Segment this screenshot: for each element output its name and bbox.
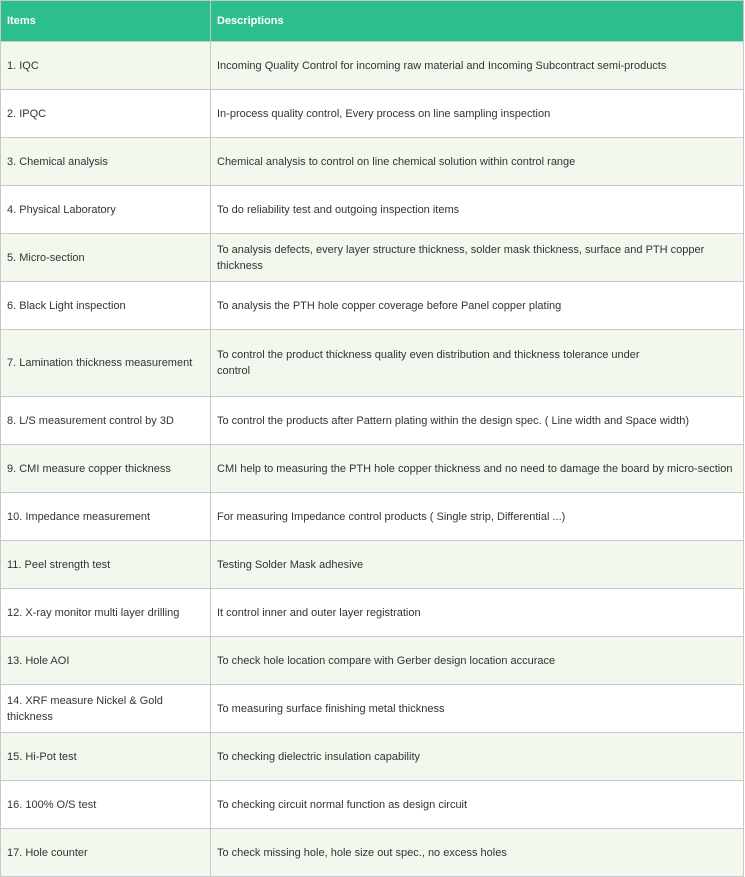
item-cell: 8. L/S measurement control by 3D — [1, 397, 211, 445]
table-row — [1, 282, 744, 330]
description-cell: Incoming Quality Control for incoming raw material and Incoming Subcontract semi-products — [211, 42, 744, 90]
description-cell: For measuring Impedance control products ( Single strip, Differential ...) — [211, 493, 744, 541]
item-cell: 10. Impedance measurement — [1, 493, 211, 541]
item-cell: 12. X-ray monitor multi layer drilling — [1, 589, 211, 637]
table-row — [1, 589, 744, 637]
item-cell: 15. Hi-Pot test — [1, 733, 211, 781]
table-row — [1, 234, 744, 282]
table-row — [1, 186, 744, 234]
description-cell: To control the products after Pattern plating within the design spec. ( Line width and Space width) — [211, 397, 744, 445]
item-cell: 14. XRF measure Nickel & Gold thickness — [1, 685, 211, 733]
description-cell: To analysis the PTH hole copper coverage before Panel copper plating — [211, 282, 744, 330]
table-header-row — [1, 1, 744, 42]
item-cell: 16. 100% O/S test — [1, 781, 211, 829]
item-cell: 6. Black Light inspection — [1, 282, 211, 330]
item-cell: 5. Micro-section — [1, 234, 211, 282]
table-row — [1, 685, 744, 733]
description-cell: CMI help to measuring the PTH hole copper thickness and no need to damage the board by micro-section — [211, 445, 744, 493]
description-line-2: control — [217, 365, 251, 377]
description-line-1: To control the product thickness quality even distribution and thickness tolerance under — [217, 349, 640, 361]
description-cell: To check missing hole, hole size out spec., no excess holes — [211, 829, 744, 877]
table-row — [1, 90, 744, 138]
table-row — [1, 138, 744, 186]
description-cell: Chemical analysis to control on line chemical solution within control range — [211, 138, 744, 186]
item-cell: 17. Hole counter — [1, 829, 211, 877]
description-cell: To measuring surface finishing metal thickness — [211, 685, 744, 733]
table-row — [1, 781, 744, 829]
description-cell: In-process quality control, Every process on line sampling inspection — [211, 90, 744, 138]
item-cell: 1. IQC — [1, 42, 211, 90]
table-row — [1, 330, 744, 397]
item-cell: 7. Lamination thickness measurement — [1, 330, 211, 397]
header-descriptions: Descriptions — [211, 1, 744, 42]
table-row — [1, 541, 744, 589]
item-cell: 2. IPQC — [1, 90, 211, 138]
table-row — [1, 733, 744, 781]
description-cell: Testing Solder Mask adhesive — [211, 541, 744, 589]
description-cell: It control inner and outer layer registration — [211, 589, 744, 637]
description-cell — [211, 330, 744, 397]
table-row — [1, 397, 744, 445]
item-cell: 9. CMI measure copper thickness — [1, 445, 211, 493]
header-items: Items — [1, 1, 211, 42]
table-row — [1, 42, 744, 90]
item-cell: 13. Hole AOI — [1, 637, 211, 685]
description-cell: To checking dielectric insulation capability — [211, 733, 744, 781]
table-row — [1, 637, 744, 685]
description-cell: To analysis defects, every layer structure thickness, solder mask thickness, surface and PTH copper thickness — [211, 234, 744, 282]
description-cell: To checking circuit normal function as design circuit — [211, 781, 744, 829]
item-cell: 11. Peel strength test — [1, 541, 211, 589]
item-cell: 3. Chemical analysis — [1, 138, 211, 186]
table-row — [1, 493, 744, 541]
item-cell: 4. Physical Laboratory — [1, 186, 211, 234]
description-cell: To do reliability test and outgoing inspection items — [211, 186, 744, 234]
table-row — [1, 829, 744, 877]
description-cell: To check hole location compare with Gerber design location accurace — [211, 637, 744, 685]
table-row — [1, 445, 744, 493]
